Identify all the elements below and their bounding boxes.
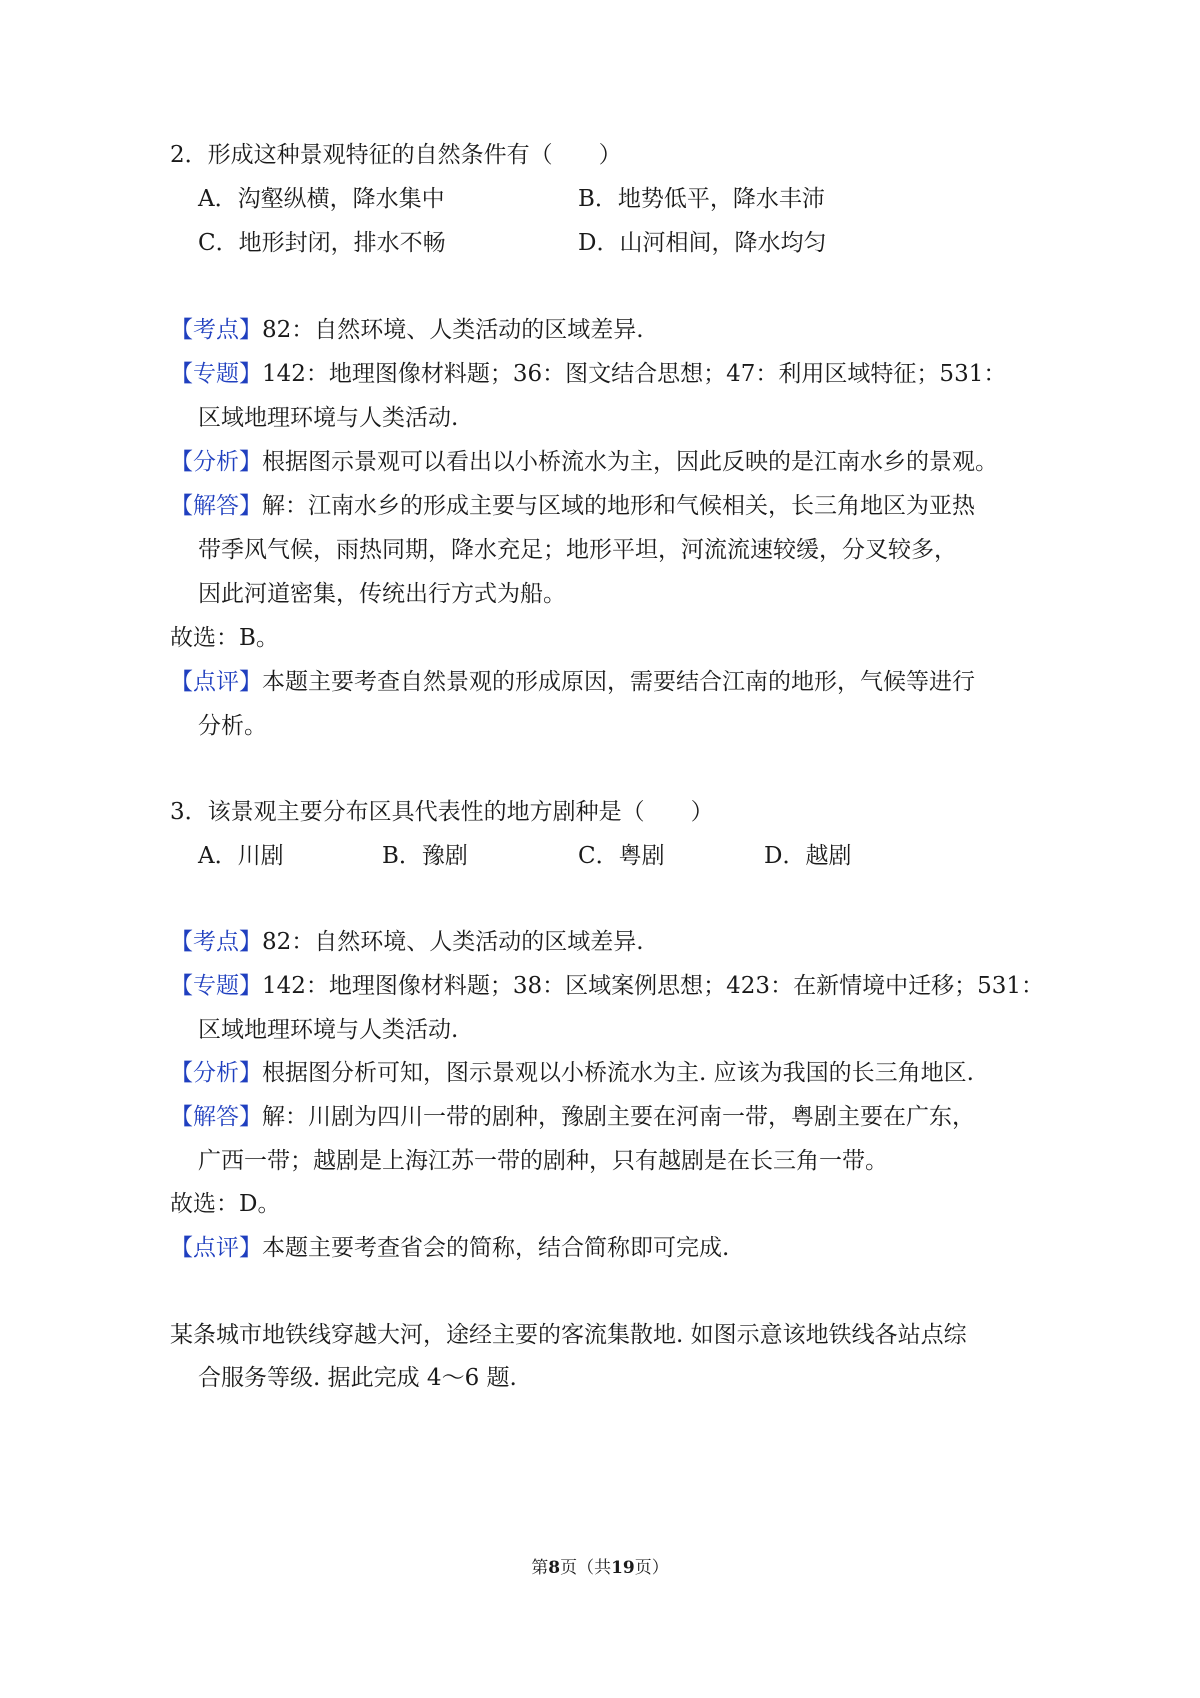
zhuanti-text: 142：地理图像材料题；38：区域案例思想；423：在新情境中迁移；531： (262, 973, 1044, 999)
q3-option-c: C．粤剧 (578, 843, 665, 869)
dianping-tag: 【点评】 (170, 1235, 262, 1261)
q3-jieda (170, 1101, 975, 1133)
footer-page-number: 8 (548, 1558, 561, 1578)
footer-suffix: 页） (634, 1558, 669, 1578)
q2-dianping (170, 666, 975, 698)
fenxi-tag: 【分析】 (170, 449, 262, 475)
q2-jieda-cont-1: 带季风气候，雨热同期，降水充足；地形平坦，河流流速较缓，分叉较多， (198, 537, 957, 563)
q2-option-a: A．沟壑纵横，降水集中 (198, 186, 445, 212)
footer-total-pages: 19 (611, 1558, 635, 1578)
q3-option-a: A．川剧 (198, 843, 284, 869)
kaodian-tag: 【考点】 (170, 929, 262, 955)
dianping-tag: 【点评】 (170, 669, 262, 695)
q2-option-b: B．地势低平，降水丰沛 (578, 186, 825, 212)
intro-line-1: 某条城市地铁线穿越大河，途经主要的客流集散地. 如图示意该地铁线各站点综 (170, 1322, 967, 1348)
jieda-text: 解：江南水乡的形成主要与区域的地形和气候相关，长三角地区为亚热 (262, 493, 975, 519)
jieda-tag: 【解答】 (170, 493, 262, 519)
question-2-stem: 2．形成这种景观特征的自然条件有（ ） (170, 142, 622, 168)
footer-middle: 页（共 (560, 1558, 612, 1578)
q2-zhuanti (170, 358, 1006, 390)
jieda-text: 解：川剧为四川一带的剧种，豫剧主要在河南一带，粤剧主要在广东， (262, 1104, 975, 1130)
q2-fenxi (170, 446, 998, 478)
footer-prefix: 第 (531, 1558, 549, 1578)
q3-fenxi (170, 1057, 974, 1089)
q3-kaodian (170, 926, 644, 958)
jieda-tag: 【解答】 (170, 1104, 262, 1130)
dianping-text: 本题主要考查自然景观的形成原因，需要结合江南的地形，气候等进行 (262, 669, 975, 695)
q3-answer: 故选：D。 (170, 1191, 281, 1217)
q3-zhuanti-cont: 区域地理环境与人类活动. (198, 1017, 459, 1043)
q2-jieda (170, 490, 975, 522)
q3-option-d: D．越剧 (764, 843, 852, 869)
q3-option-b: B．豫剧 (382, 843, 468, 869)
dianping-text: 本题主要考查省会的简称，结合简称即可完成. (262, 1235, 730, 1261)
q3-zhuanti (170, 970, 1044, 1002)
fenxi-tag: 【分析】 (170, 1060, 262, 1086)
zhuanti-tag: 【专题】 (170, 361, 262, 387)
intro-line-2: 合服务等级. 据此完成 4～6 题. (198, 1365, 517, 1391)
question-3-stem: 3．该景观主要分布区具代表性的地方剧种是（ ） (170, 799, 714, 825)
kaodian-text: 82：自然环境、人类活动的区域差异. (262, 317, 644, 343)
zhuanti-text: 142：地理图像材料题；36：图文结合思想；47：利用区域特征；531： (262, 361, 1007, 387)
kaodian-tag: 【考点】 (170, 317, 262, 343)
kaodian-text: 82：自然环境、人类活动的区域差异. (262, 929, 644, 955)
q2-dianping-cont: 分析。 (198, 713, 267, 739)
q2-jieda-cont-2: 因此河道密集，传统出行方式为船。 (198, 581, 566, 607)
q2-zhuanti-cont: 区域地理环境与人类活动. (198, 405, 459, 431)
page-footer (0, 1556, 1200, 1580)
q2-option-c: C．地形封闭，排水不畅 (198, 230, 446, 256)
fenxi-text: 根据图分析可知，图示景观以小桥流水为主. 应该为我国的长三角地区. (262, 1060, 974, 1086)
q3-jieda-cont: 广西一带；越剧是上海江苏一带的剧种，只有越剧是在长三角一带。 (198, 1148, 888, 1174)
fenxi-text: 根据图示景观可以看出以小桥流水为主，因此反映的是江南水乡的景观。 (262, 449, 998, 475)
q2-answer: 故选：B。 (170, 625, 279, 651)
q2-option-d: D．山河相间，降水均匀 (578, 230, 827, 256)
zhuanti-tag: 【专题】 (170, 973, 262, 999)
q3-dianping (170, 1232, 729, 1264)
q2-kaodian (170, 314, 644, 346)
